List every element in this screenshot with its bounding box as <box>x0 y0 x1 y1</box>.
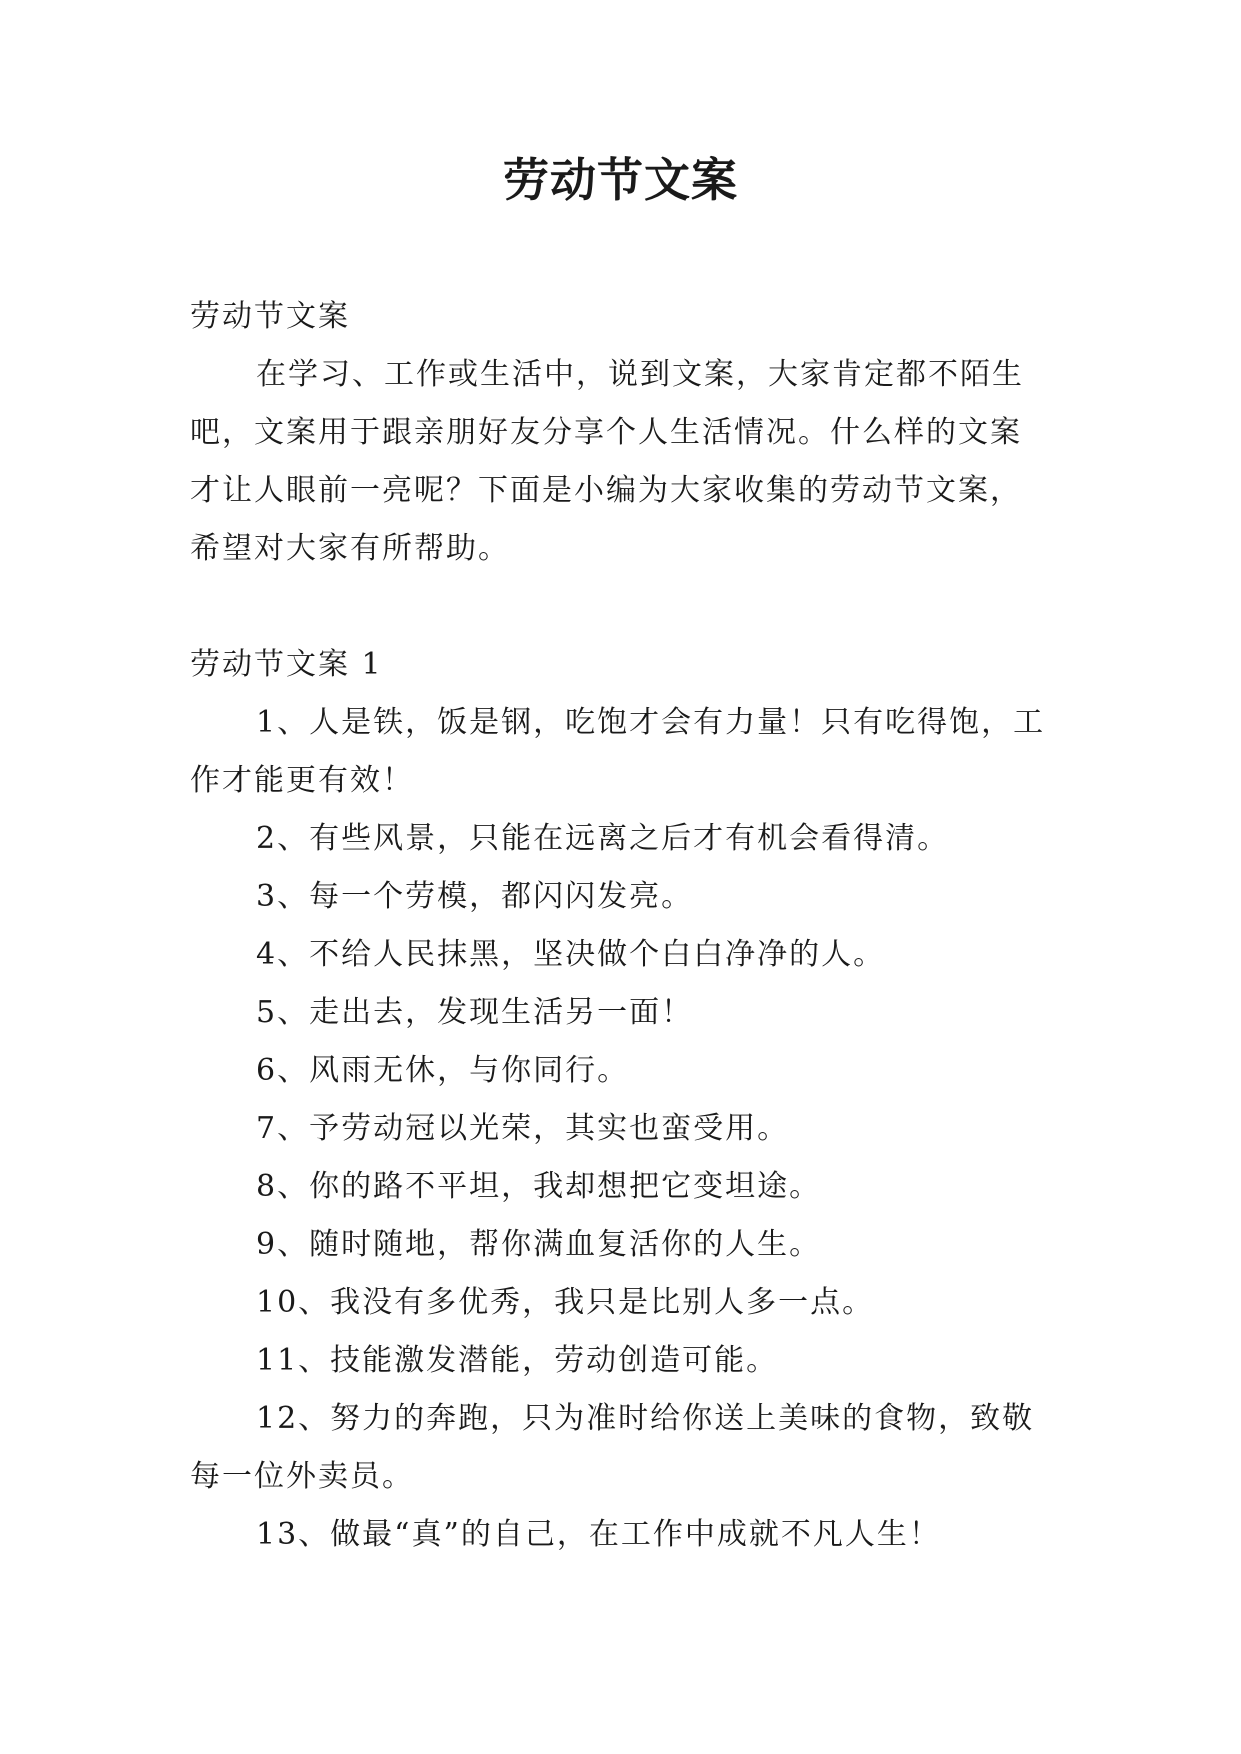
section1-heading: 劳动节文案 1 <box>190 647 383 682</box>
list-item: 2、有些风景，只能在远离之后才有机会看得清。 <box>256 821 950 856</box>
list-item: 13、做最“真”的自己，在工作中成就不凡人生！ <box>256 1517 941 1552</box>
intro-paragraph: 在学习、工作或生活中，说到文案，大家肯定都不陌生吧，文案用于跟亲朋好友分享个人生活情况。什么样的文案才让人眼前一亮呢？下面是小编为大家收集的劳动节文案，希望对大家有所帮助。 <box>190 357 1024 566</box>
list-item: 9、随时随地，帮你满血复活你的人生。 <box>256 1227 822 1262</box>
list-item: 11、技能激发潜能，劳动创造可能。 <box>256 1343 779 1378</box>
list-item: 5、走出去，发现生活另一面！ <box>256 995 694 1030</box>
list-item: 1、人是铁，饭是钢，吃饱才会有力量！只有吃得饱，工作才能更有效！ <box>190 705 1046 798</box>
list-item: 3、每一个劳模，都闪闪发亮。 <box>256 879 694 914</box>
document-body <box>190 288 1050 1564</box>
list-item: 4、不给人民抹黑，坚决做个白白净净的人。 <box>256 937 886 972</box>
list-item: 8、你的路不平坦，我却想把它变坦途。 <box>256 1169 822 1204</box>
document-title: 劳动节文案 <box>503 153 738 207</box>
list-item: 6、风雨无休，与你同行。 <box>256 1053 630 1088</box>
list-item: 12、努力的奔跑，只为准时给你送上美味的食物，致敬每一位外卖员。 <box>190 1401 1035 1494</box>
list-item: 10、我没有多优秀，我只是比别人多一点。 <box>256 1285 875 1320</box>
list-item: 7、予劳动冠以光荣，其实也蛮受用。 <box>256 1111 790 1146</box>
section-heading: 劳动节文案 <box>190 299 350 334</box>
